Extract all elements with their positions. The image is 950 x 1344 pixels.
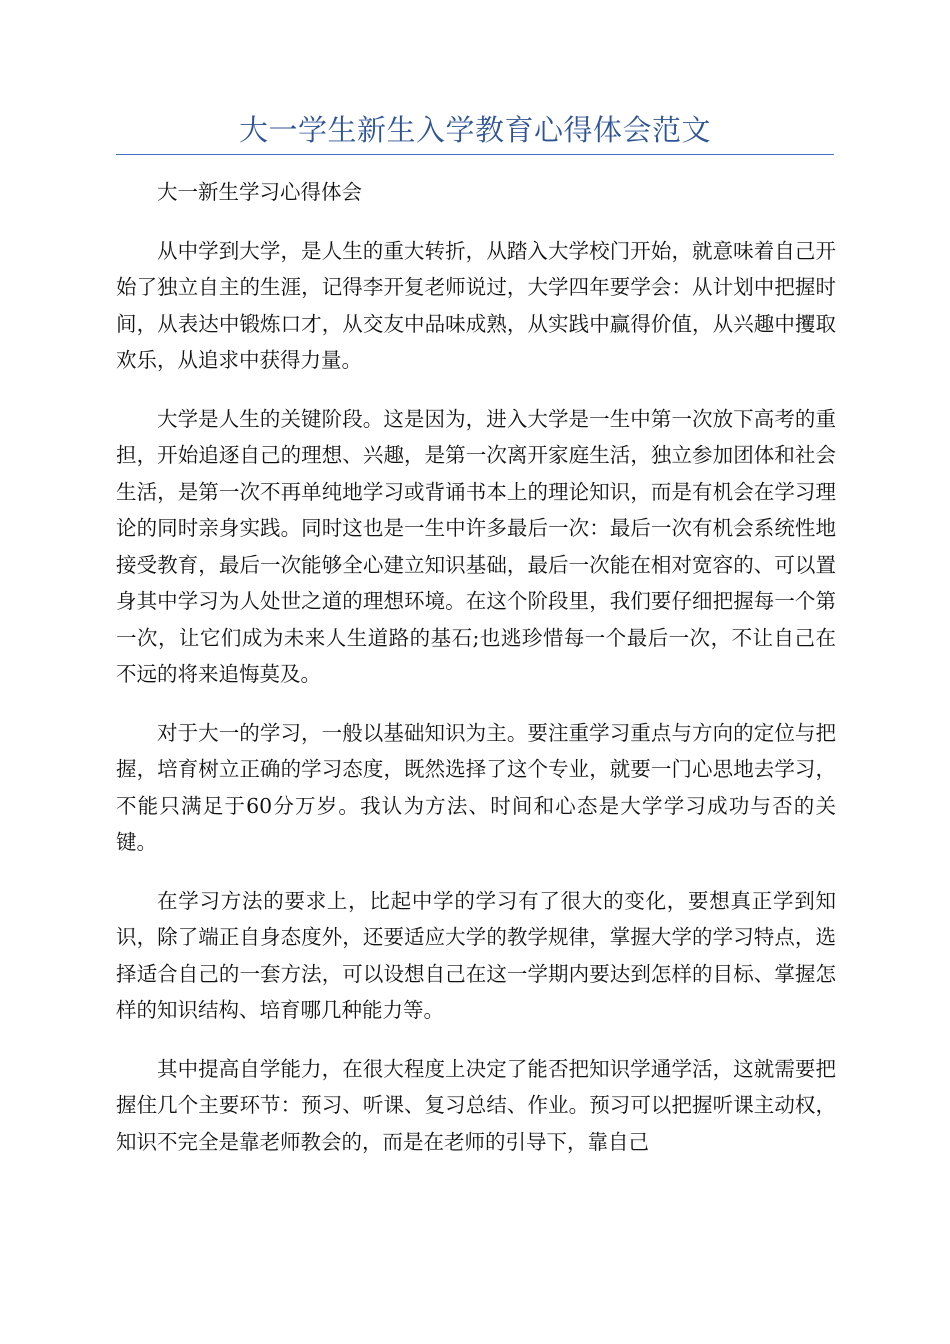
- section-heading: 大一新生学习心得体会: [157, 180, 362, 204]
- paragraph: 大学是人生的关键阶段。这是因为，进入大学是一生中第一次放下高考的重担，开始追逐自己的理想、兴趣，是第一次离开家庭生活，独立参加团体和社会生活，是第一次不再单纯地学习或背诵书本上的理论知识，而是有机会在学习理论的同时亲身实践。同时这也是一生中许多最后一次：最后一次有机会系统性地接受教育，最后一次能够全心建立知识基础，最后一次能在相对宽容的、可以置身其中学习为人处世之道的理想环境。在这个阶段里，我们要仔细把握每一个第一次，让它们成为未来人生道路的基石;也逃珍惜每一个最后一次，不让自己在不远的将来追悔莫及。: [116, 406, 836, 686]
- document-body: [116, 174, 836, 1182]
- paragraph: 在学习方法的要求上，比起中学的学习有了很大的变化，要想真正学到知识，除了端正自身态度外，还要适应大学的教学规律，掌握大学的学习特点，选择适合自己的一套方法，可以设想自己在这一学期内要达到怎样的目标、掌握怎样的知识结构、培育哪几种能力等。: [116, 888, 836, 1022]
- paragraph: 对于大一的学习，一般以基础知识为主。要注重学习重点与方向的定位与把握，培育树立正确的学习态度，既然选择了这个专业，就要一门心思地去学习，不能只满足于60分万岁。我认为方法、时间和心态是大学学习成功与否的关键。: [116, 720, 836, 854]
- paragraph: 从中学到大学，是人生的重大转折，从踏入大学校门开始，就意味着自己开始了独立自主的生涯，记得李开复老师说过，大学四年要学会：从计划中把握时间，从表达中锻炼口才，从交友中品味成熟，从实践中赢得价值，从兴趣中攫取欢乐，从追求中获得力量。: [116, 238, 836, 372]
- document-title: 大一学生新生入学教育心得体会范文: [238, 113, 711, 147]
- paragraph: 其中提高自学能力，在很大程度上决定了能否把知识学通学活，这就需要把握住几个主要环节：预习、听课、复习总结、作业。预习可以把握听课主动权，知识不完全是靠老师教会的，而是在老师的引导下，靠自己: [116, 1056, 836, 1154]
- title-underline: [116, 154, 834, 155]
